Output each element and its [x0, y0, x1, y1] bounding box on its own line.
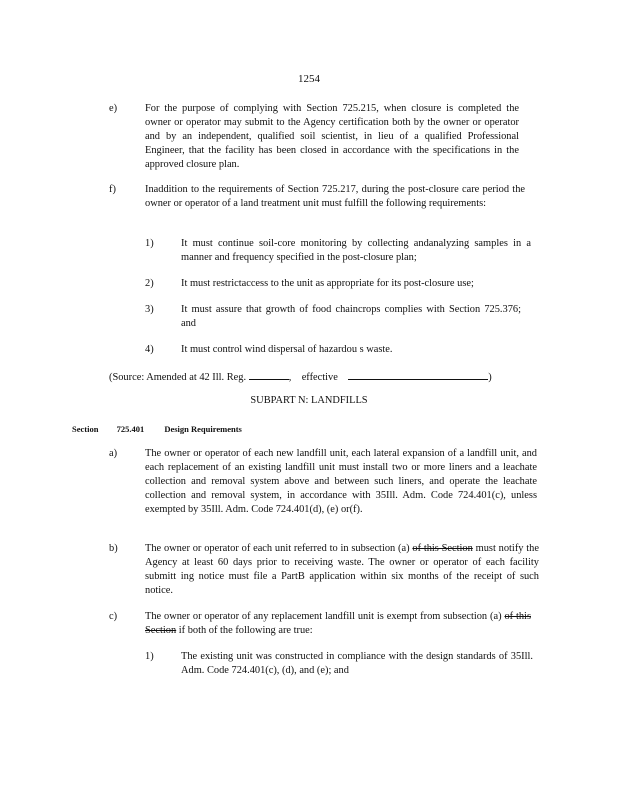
section-item-c-label: c)	[109, 611, 118, 622]
item-e-label: e)	[109, 103, 118, 114]
item-f-4-label: 4)	[145, 344, 154, 355]
section-item-b-text	[145, 542, 539, 598]
item-e-text: For the purpose of complying with Section 725.215, when closure is completed the owner or operator may submit to the Agency certification both by the owner or operator and by an independent, qualified soil scientist, in lieu of a qualified Professional Engineer, that the facility has been closed in accordance with the specifications in the approved closure plan.	[145, 103, 519, 170]
section-item-c-text	[145, 610, 531, 638]
item-f-3-text: It must assure that growth of food chaincrops complies with Section 725.376; and	[181, 304, 521, 329]
item-f-label: f)	[109, 184, 116, 195]
item-f-text: Inaddition to the requirements of Section 725.217, during the post-closure care period the owner or operator of a land treatment unit must fulfill the following requirements:	[145, 184, 525, 209]
source-note-effective: effective	[301, 372, 338, 383]
item-f-2-text: It must restrictaccess to the unit as appropriate for its post-closure use;	[181, 278, 474, 289]
source-note-prefix: (Source: Amended at 42 Ill. Reg.	[109, 372, 247, 383]
section-item-c-text-before: The owner or operator of any replacement landfill unit is exempt from subsection (a)	[145, 611, 502, 622]
page-number: 1254	[298, 73, 320, 85]
section-item-b-text-before: The owner or operator of each unit referred to in subsection (a)	[145, 543, 410, 554]
item-f-4-text: It must control wind dispersal of hazardou s waste.	[181, 344, 393, 355]
item-f-3-label: 3)	[145, 304, 154, 315]
section-item-b-label: b)	[109, 543, 118, 554]
source-note-close: )	[488, 372, 492, 383]
section-item-c-1-text: The existing unit was constructed in compliance with the design standards of 35Ill. Adm. Code 724.401(c), (d), and (e); and	[181, 651, 533, 676]
item-f-1-text: It must continue soil-core monitoring by collecting andanalyzing samples in a manner and frequency specified in the post-closure plan;	[181, 238, 531, 263]
subpart-heading: SUBPART N: LANDFILLS	[250, 395, 368, 406]
section-item-c-1-label: 1)	[145, 651, 154, 662]
section-item-a-label: a)	[109, 448, 118, 459]
source-note-comma: ,	[288, 372, 292, 383]
item-f-1-label: 1)	[145, 238, 154, 249]
section-heading-title: Design Requirements	[164, 424, 242, 434]
section-item-a-text: The owner or operator of each new landfill unit, each lateral expansion of a landfill unit, and each replacement of an existing landfill unit must install two or more liners and a leachate collection and removal system above and between such liners, and operate the leachate collection and removal system, in accordance with 35Ill. Adm. Code 724.401(c), unless exempted by 35Ill. Adm. Code 724.401(d), (e) or(f).	[145, 448, 537, 515]
section-heading	[72, 422, 372, 436]
section-heading-number: 725.401	[116, 424, 145, 434]
section-item-c-text-after: if both of the following are true:	[178, 625, 313, 636]
section-item-b-struck: of this Section	[412, 543, 473, 554]
section-heading-label: Section	[72, 424, 99, 434]
item-f-2-label: 2)	[145, 278, 154, 289]
source-note-blank-1	[249, 369, 289, 380]
source-note	[109, 369, 529, 385]
section-item-b-text-after: must notify the Agency at least 60 days prior to receiving waste. The owner or operator of each facility submitt ing notice must file a PartB application within six months of the receipt of such notice.	[145, 543, 539, 596]
source-note-blank-2	[348, 369, 488, 380]
section-item-c-struck: of this Section	[145, 611, 531, 636]
